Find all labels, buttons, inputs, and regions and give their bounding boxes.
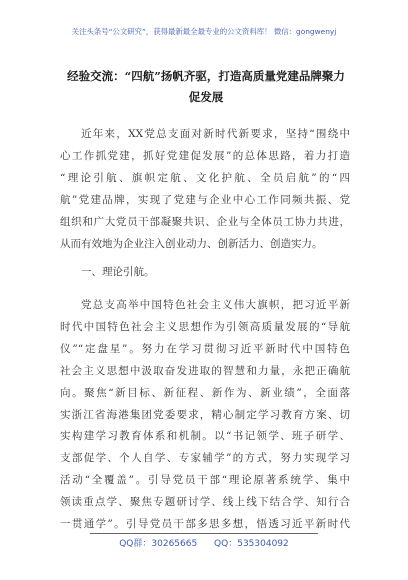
paragraph-line: “理论引航、旗帜定航、文化护航、全员启航”的“四 [60,171,350,184]
paragraph-line: 党总支高举中国特色社会主义伟大旗帜，把习近平新 [81,299,350,311]
paragraph-theory [60,295,350,536]
title-line: 经验交流：“四航”扬帆齐驱，打造高质量党建品牌聚力 [67,69,345,83]
paragraph-line: 支部促学、个人自学、专家辅学”的方式，努力实现学习 [60,452,350,465]
header-banner: 关注头条号“公文研究”，获得最新最全最专业的公文资料库！ 微信：gongwenyj [71,27,337,36]
paragraph-line: 航”党建品牌，实现了党建与企业中心工作同频共振、党 [60,193,350,206]
footer-contact: QQ群：30265665 QQ：535304092 [119,539,289,549]
paragraph-line: 实构建学习教育体系和机制。以“书记领学、班子研学、 [60,430,350,443]
paragraph-line: 一贯通学”。引导党员干部多思多想，悟透习近平新时代 [60,518,350,531]
paragraph-intro [60,124,350,255]
paragraph-line: 心工作抓党建，抓好党建促发展”的总体思路，着力打造 [60,149,350,162]
paragraph-line: 时代中国特色社会主义思想作为引领高质量发展的“导航 [60,320,350,333]
section-heading-text: 一、理论引航。 [81,266,155,278]
footer-divider [90,533,318,534]
paragraph-line: 活动“全覆盖”。引导党员干部“理论原著系统学、集中 [60,474,350,487]
paragraph-line: 向。聚焦“新目标、新征程、新作为、新业绩”，全面落 [60,386,350,399]
paragraph-line: 仪”“定盘星”。努力在学习贯彻习近平新时代中国特色 [60,342,350,355]
document-title [60,66,352,108]
paragraph-line: 实浙江省海港集团党委要求，精心制定学习教育方案、切 [60,408,350,421]
paragraph-line: 社会主义思想中汲取奋发进取的智慧和力量，永把正确航 [60,364,350,377]
paragraph-line: 近年来，XX党总支面对新时代新要求，坚持“围绕中 [81,128,350,140]
section-heading [60,263,350,281]
paragraph-line: 领读重点学、聚焦专题研讨学、线上线下结合学、知行合 [60,496,350,509]
title-line: 促发展 [188,90,224,104]
paragraph-line: 组织和广大党员干部凝聚共识、企业与全体员工协力共进， [60,215,350,228]
paragraph-line: 从而有效地为企业注入创业动力、创新活力、创造实力。 [60,237,323,250]
